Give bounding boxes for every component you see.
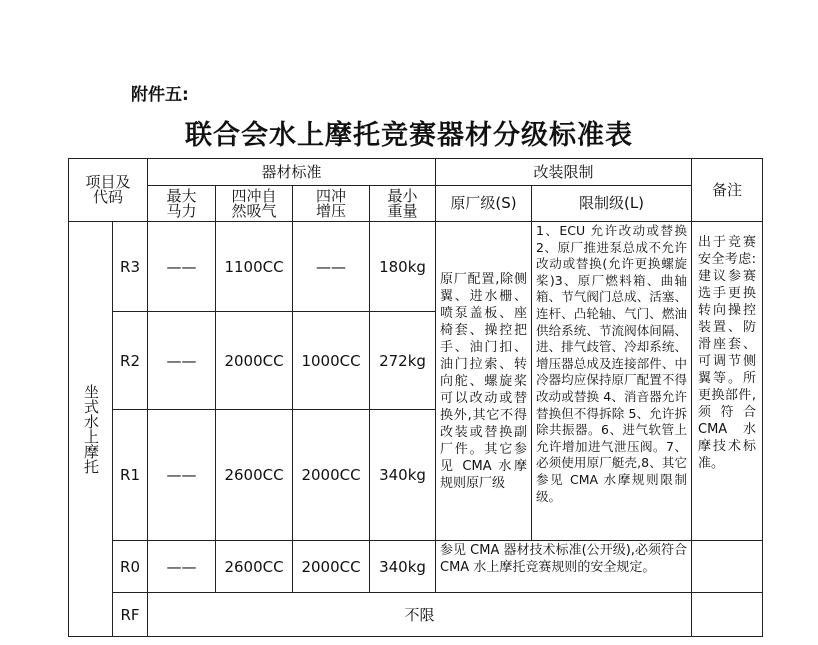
header-four-stroke-na: 四冲自然吸气 bbox=[216, 186, 293, 222]
row-weight: 272kg bbox=[370, 312, 436, 410]
stock-class-text: 原厂配置,除侧翼、进水栅、喷泵盖板、座椅套、操控把手、油门扣、油门拉索、转向舵、螺旋桨可以改动或替换外,其它不得改装或替换副厂件。其它参见 CMA 水摩规则原厂级 bbox=[436, 222, 532, 541]
limited-class-text: 1、ECU 允许改动或替换 2、原厂推进泵总成不允许改动或替换(允许更换螺旋桨)3、原厂燃料箱、曲轴箱、节气阀门总成、活塞、连杆、凸轮轴、气门、燃油供给系统、节流阀体间隔、进、排气歧管、冷却系统、增压器总成及连接部件、中冷器均应保持原厂配置不得改动或替换 4、消音器允许替换但不得拆除 5、允许拆除共振器。6、进气软管上允许增加进气泄压阀。7、必须使用原厂艇壳,8、其它参见 CMA 水摩规则限制级。 bbox=[532, 222, 692, 541]
header-modification-limits: 改装限制 bbox=[436, 159, 692, 186]
row-weight: 180kg bbox=[370, 222, 436, 312]
header-item-code: 项目及代码 bbox=[69, 159, 148, 222]
header-four-stroke-boost: 四冲增压 bbox=[293, 186, 370, 222]
row-na-displacement: 1100CC bbox=[216, 222, 293, 312]
row-na-displacement: 2600CC bbox=[216, 541, 293, 593]
rf-unlimited: 不限 bbox=[148, 593, 692, 637]
row-boost-displacement: —— bbox=[293, 222, 370, 312]
category-cell bbox=[69, 222, 113, 637]
row-code: R1 bbox=[113, 410, 148, 541]
header-equipment-standard: 器材标准 bbox=[148, 159, 436, 186]
attachment-label: 附件五: bbox=[131, 85, 189, 105]
rf-remarks bbox=[692, 593, 763, 637]
row-horsepower: —— bbox=[148, 541, 216, 593]
table-title: 联合会水上摩托竞赛器材分级标准表 bbox=[185, 120, 633, 151]
header-max-horsepower: 最大马力 bbox=[148, 186, 216, 222]
header-min-weight: 最小重量 bbox=[370, 186, 436, 222]
row-weight: 340kg bbox=[370, 410, 436, 541]
header-limited-class: 限制级(L) bbox=[532, 186, 692, 222]
r0-remarks bbox=[692, 541, 763, 593]
row-boost-displacement: 2000CC bbox=[293, 541, 370, 593]
row-na-displacement: 2000CC bbox=[216, 312, 293, 410]
row-code: R3 bbox=[113, 222, 148, 312]
row-code: RF bbox=[113, 593, 148, 637]
header-stock-class: 原厂级(S) bbox=[436, 186, 532, 222]
equipment-classification-table bbox=[68, 158, 763, 637]
row-horsepower: —— bbox=[148, 222, 216, 312]
row-na-displacement: 2600CC bbox=[216, 410, 293, 541]
header-remarks: 备注 bbox=[692, 159, 763, 222]
row-code: R0 bbox=[113, 541, 148, 593]
category-label: 坐式水上摩托 bbox=[82, 384, 100, 474]
row-horsepower: —— bbox=[148, 312, 216, 410]
row-code: R2 bbox=[113, 312, 148, 410]
row-boost-displacement: 1000CC bbox=[293, 312, 370, 410]
r0-text: 参见 CMA 器材技术标准(公开级),必须符合 CMA 水上摩托竞赛规则的安全规定。 bbox=[436, 541, 692, 593]
row-weight: 340kg bbox=[370, 541, 436, 593]
remarks-text: 出于竞赛安全考虑:建议参赛选手更换转向操控装置、防滑座套、可调节侧翼等。所更换部件,须符合 CMA 水摩技术标准。 bbox=[692, 222, 763, 541]
row-boost-displacement: 2000CC bbox=[293, 410, 370, 541]
row-horsepower: —— bbox=[148, 410, 216, 541]
